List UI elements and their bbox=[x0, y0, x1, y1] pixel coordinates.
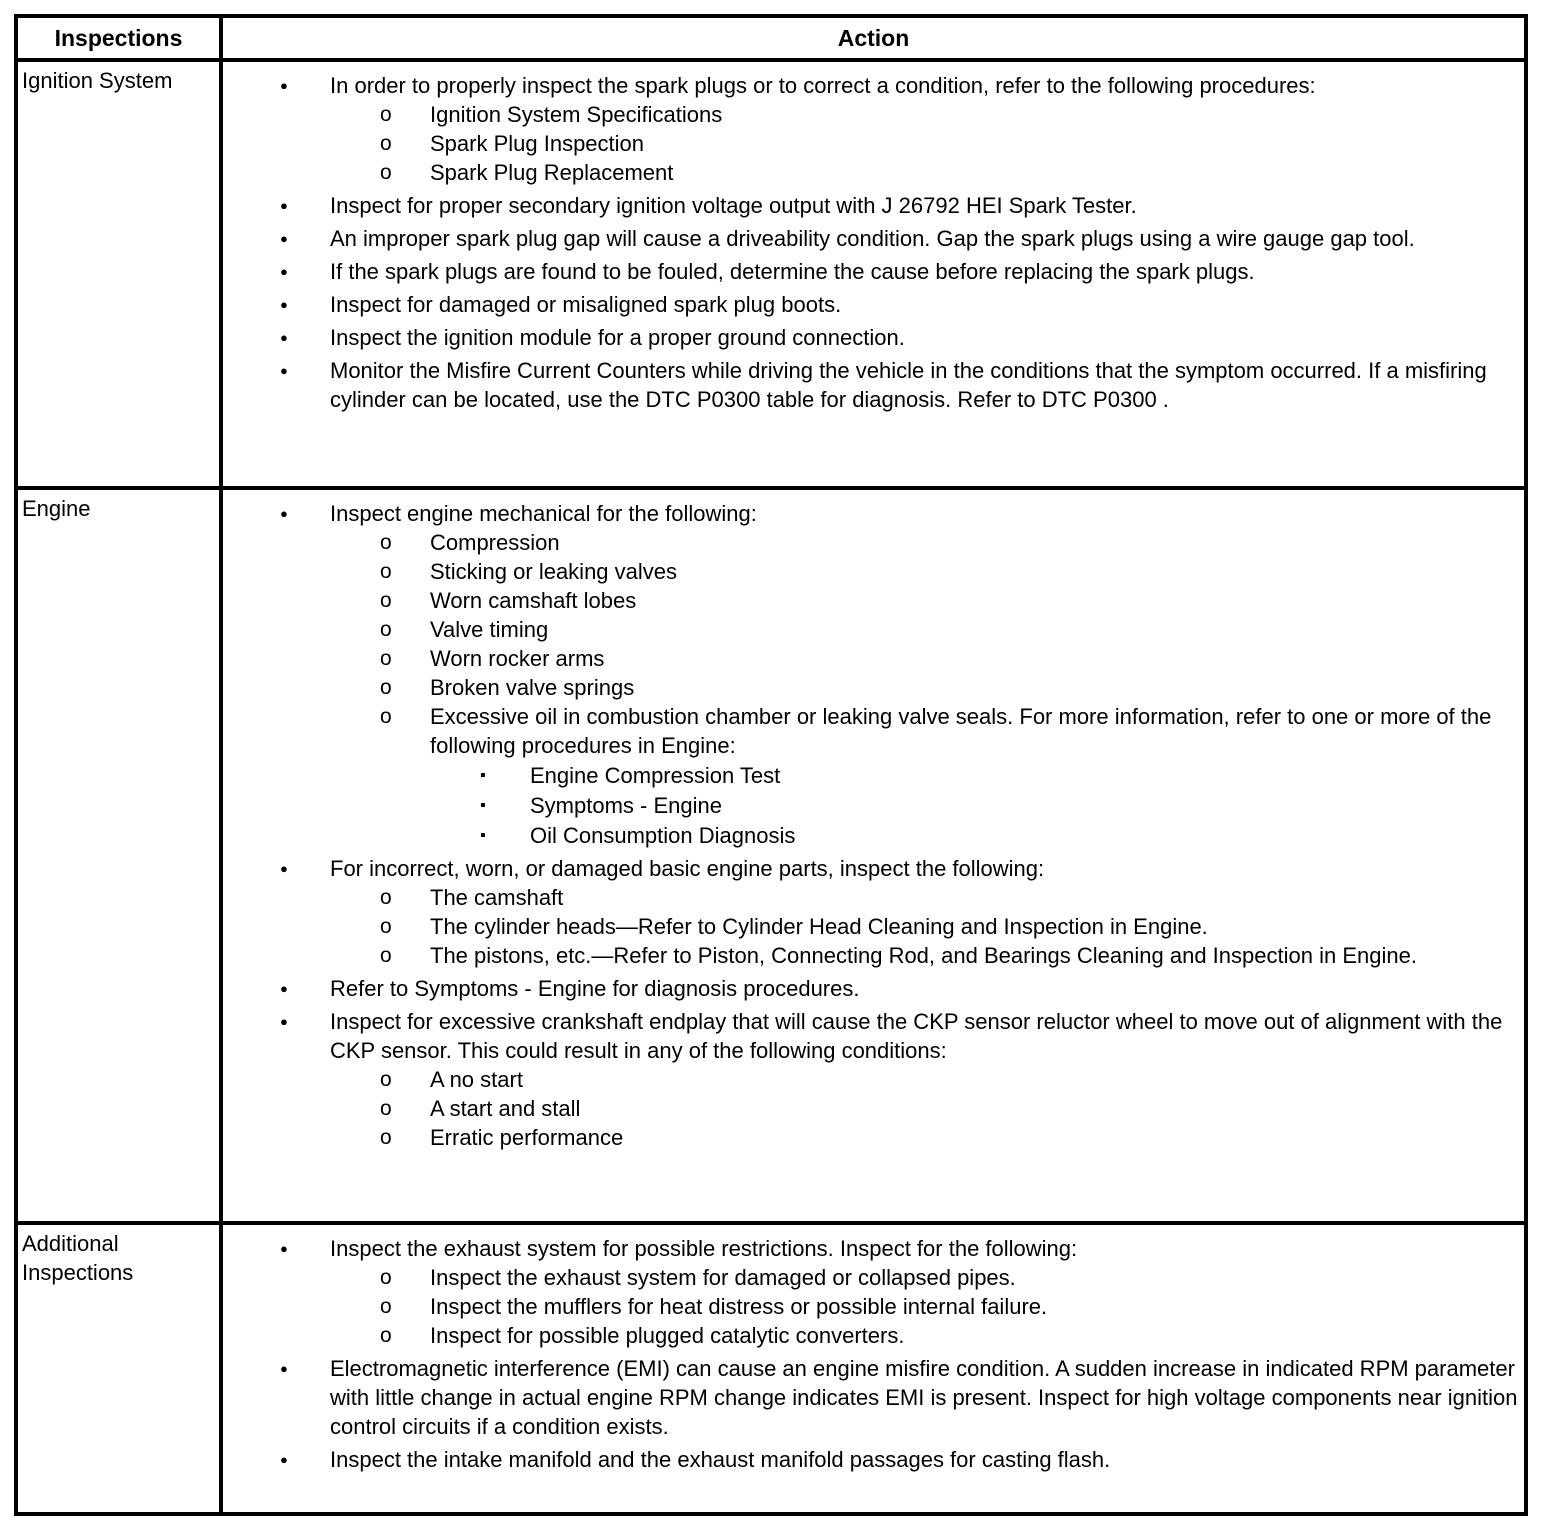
item-text: Worn camshaft lobes bbox=[430, 588, 637, 613]
bullet-item bbox=[238, 1445, 1528, 1474]
header-action: Action bbox=[837, 24, 910, 51]
sub-item bbox=[238, 129, 1528, 158]
sub-list bbox=[330, 1263, 1528, 1350]
sub-item bbox=[238, 883, 1528, 912]
item-text: Inspect for possible plugged catalytic converters. bbox=[430, 1323, 905, 1348]
item-text: For incorrect, worn, or damaged basic engine parts, inspect the following: bbox=[330, 856, 1045, 881]
bullet-item bbox=[238, 191, 1528, 220]
row-ignition-inspection: Ignition System bbox=[22, 68, 173, 93]
bullet-item bbox=[238, 257, 1528, 286]
row-divider bbox=[18, 486, 1524, 490]
sub-item bbox=[238, 557, 1528, 586]
header-inspections: Inspections bbox=[54, 24, 183, 51]
item-text: Inspect engine mechanical for the following: bbox=[330, 501, 757, 526]
item-text: Inspect the ignition module for a proper ground connection. bbox=[330, 325, 905, 350]
inspection-table bbox=[14, 14, 1528, 1516]
item-text: In order to properly inspect the spark plugs or to correct a condition, refer to the following procedures: bbox=[330, 73, 1316, 98]
bullet-list bbox=[238, 71, 1528, 414]
bullet-item bbox=[238, 356, 1528, 414]
sub-list bbox=[330, 883, 1528, 970]
bullet-item bbox=[238, 71, 1528, 187]
sub-item bbox=[238, 615, 1528, 644]
item-text: A start and stall bbox=[430, 1096, 581, 1121]
item-text: Ignition System Specifications bbox=[430, 102, 723, 127]
item-text: An improper spark plug gap will cause a driveability condition. Gap the spark plugs using a wire gauge gap tool. bbox=[330, 226, 1415, 251]
item-text: Inspect the mufflers for heat distress or possible internal failure. bbox=[430, 1294, 1048, 1319]
bullet-item bbox=[238, 1234, 1528, 1350]
item-text: Engine Compression Test bbox=[530, 763, 781, 788]
item-text: Inspect for damaged or misaligned spark plug boots. bbox=[330, 292, 842, 317]
bullet-list bbox=[238, 1234, 1528, 1474]
item-text: Inspect the exhaust system for damaged or collapsed pipes. bbox=[430, 1265, 1016, 1290]
column-divider bbox=[219, 18, 223, 1512]
sub-sub-item bbox=[238, 791, 1528, 820]
bullet-item bbox=[238, 1354, 1528, 1441]
item-text: Worn rocker arms bbox=[430, 646, 605, 671]
sub-item bbox=[238, 100, 1528, 129]
sub-item bbox=[238, 673, 1528, 702]
item-text: Compression bbox=[430, 530, 560, 555]
item-text: Broken valve springs bbox=[430, 675, 635, 700]
item-text: Inspect for excessive crankshaft endplay that will cause the CKP sensor reluctor wheel to move out of alignment with the CKP sensor. This could result in any of the following conditions: bbox=[330, 1009, 1503, 1063]
row-engine-actions bbox=[238, 499, 1528, 1156]
item-text: Monitor the Misfire Current Counters while driving the vehicle in the conditions that the symptom occurred. If a misfiring cylinder can be located, use the DTC P0300 table for diagnosis. Refer to DTC P0300 . bbox=[330, 358, 1487, 412]
row-additional-actions bbox=[238, 1234, 1528, 1478]
item-text: Valve timing bbox=[430, 617, 549, 642]
bullet-item bbox=[238, 1007, 1528, 1152]
item-text: Spark Plug Replacement bbox=[430, 160, 674, 185]
item-text: The cylinder heads—Refer to Cylinder Head Cleaning and Inspection in Engine. bbox=[430, 914, 1208, 939]
sub-item bbox=[238, 1292, 1528, 1321]
sub-item bbox=[238, 528, 1528, 557]
item-text: Refer to Symptoms - Engine for diagnosis procedures. bbox=[330, 976, 860, 1001]
item-text: Inspect the exhaust system for possible restrictions. Inspect for the following: bbox=[330, 1236, 1078, 1261]
sub-sub-list bbox=[430, 761, 1528, 850]
bullet-item bbox=[238, 224, 1528, 253]
item-text: Oil Consumption Diagnosis bbox=[530, 823, 796, 848]
sub-list bbox=[330, 100, 1528, 187]
sub-item bbox=[238, 941, 1528, 970]
sub-list bbox=[330, 528, 1528, 850]
bullet-item bbox=[238, 499, 1528, 850]
item-text: Erratic performance bbox=[430, 1125, 624, 1150]
bullet-item bbox=[238, 974, 1528, 1003]
item-text: Excessive oil in combustion chamber or leaking valve seals. For more information, refer to one or more of the following procedures in Engine: bbox=[430, 704, 1492, 758]
header-divider bbox=[18, 58, 1524, 62]
item-text: The camshaft bbox=[430, 885, 564, 910]
sub-item bbox=[238, 1065, 1528, 1094]
item-text: If the spark plugs are found to be fouled, determine the cause before replacing the spark plugs. bbox=[330, 259, 1255, 284]
sub-item bbox=[238, 1094, 1528, 1123]
bullet-item bbox=[238, 854, 1528, 970]
sub-item bbox=[238, 912, 1528, 941]
item-text: Electromagnetic interference (EMI) can cause an engine misfire condition. A sudden increase in indicated RPM parameter with little change in actual engine RPM change indicates EMI is present. Inspect for high voltage components near ignition control circuits if a condition exists. bbox=[330, 1356, 1518, 1439]
sub-item bbox=[238, 1321, 1528, 1350]
row-engine-inspection: Engine bbox=[22, 496, 91, 521]
bullet-item bbox=[238, 290, 1528, 319]
item-text: Spark Plug Inspection bbox=[430, 131, 645, 156]
sub-item bbox=[238, 702, 1528, 850]
row-ignition-actions bbox=[238, 71, 1528, 418]
sub-item bbox=[238, 158, 1528, 187]
sub-item bbox=[238, 1123, 1528, 1152]
sub-item bbox=[238, 1263, 1528, 1292]
sub-list bbox=[330, 1065, 1528, 1152]
item-text: The pistons, etc.—Refer to Piston, Connecting Rod, and Bearings Cleaning and Inspection in Engine. bbox=[430, 943, 1417, 968]
item-text: Sticking or leaking valves bbox=[430, 559, 678, 584]
row-additional-inspection: Additional Inspections bbox=[22, 1231, 134, 1285]
item-text: Inspect for proper secondary ignition voltage output with J 26792 HEI Spark Tester. bbox=[330, 193, 1137, 218]
sub-sub-item bbox=[238, 761, 1528, 790]
bullet-list bbox=[238, 499, 1528, 1152]
sub-sub-item bbox=[238, 821, 1528, 850]
item-text: A no start bbox=[430, 1067, 523, 1092]
sub-item bbox=[238, 644, 1528, 673]
bullet-item bbox=[238, 323, 1528, 352]
item-text: Symptoms - Engine bbox=[530, 793, 722, 818]
item-text: Inspect the intake manifold and the exhaust manifold passages for casting flash. bbox=[330, 1447, 1111, 1472]
sub-item bbox=[238, 586, 1528, 615]
row-divider bbox=[18, 1221, 1524, 1225]
